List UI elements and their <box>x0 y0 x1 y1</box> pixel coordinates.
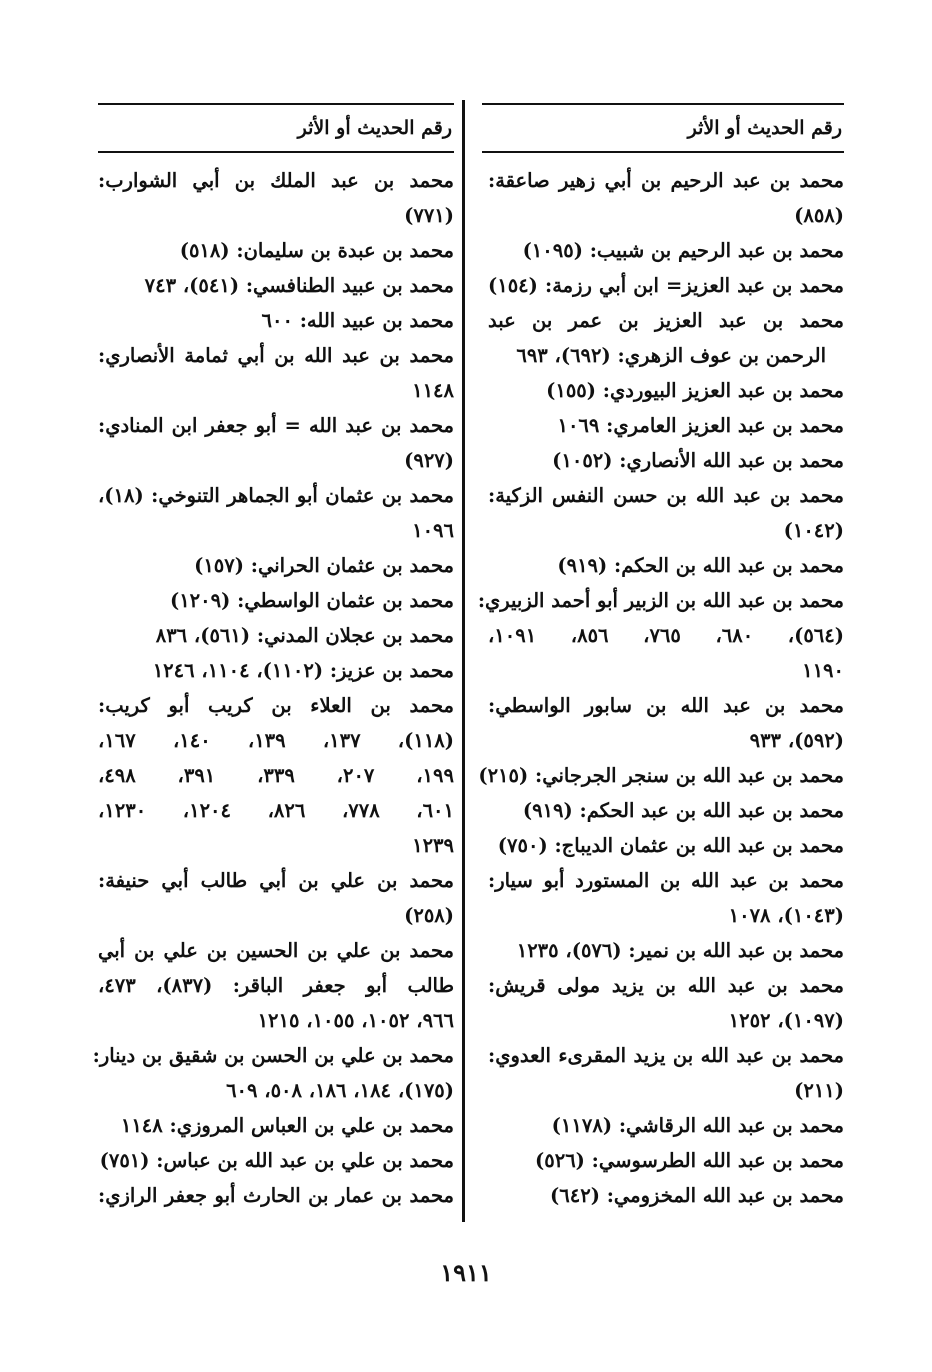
index-entry-line: محمد بن عبد الله = أبو جعفر ابن المنادي: <box>98 414 454 437</box>
index-entry-line: محمد بن عبد الله بن سابور الواسطي: <box>488 694 844 717</box>
index-entry-line: محمد بن عمار بن الحارث أبو جعفر الرازي: <box>98 1184 454 1207</box>
entry-continuation-line: ١٠٩٦ <box>412 519 454 542</box>
entry-continuation-line: طالب أبو جعفر الباقر: (٨٣٧)، ٤٧٣، <box>98 974 454 997</box>
entry-continuation-line: ١١٩٠ <box>802 659 844 682</box>
index-entry-line: محمد بن عجلان المدني: (٥٦١)، ٨٣٦ <box>155 624 454 647</box>
entry-list <box>92 153 454 1213</box>
index-entry-line: محمد بن عثمان الواسطي: (١٢٠٩) <box>169 589 454 612</box>
index-entry-line: محمد بن عبيد الطنافسي: (٥٤١)، ٧٤٣ <box>144 274 454 297</box>
index-entry-line: محمد بن عزيز: (١١٠٢)، ١١٠٤، ١٢٤٦ <box>152 659 454 682</box>
entry-continuation-line: (١١٨)، ١٣٧، ١٣٩، ١٤٠، ١٦٧، <box>98 729 454 752</box>
entry-continuation-line: (١٧٥)، ١٨٤، ١٨٦، ٥٠٨، ٦٠٩ <box>226 1079 454 1102</box>
index-entry-line: محمد بن عبد الله بن عثمان الديباج: (٧٥٠) <box>497 834 844 857</box>
index-entry-line: محمد بن عبد الرحيم بن أبي زهير صاعقة: <box>488 169 844 192</box>
column-header-label: رقم الحديث أو الأثر <box>297 117 452 139</box>
index-entry-line: محمد بن عبد الله بن يزيد المقرىء العدوي: <box>488 1044 844 1067</box>
index-entry-line: محمد بن عبد الله بن سنجر الجرجاني: (٢١٥) <box>478 764 844 787</box>
column-divider <box>462 100 465 1222</box>
entry-continuation-line: ١٩٩، ٢٠٧، ٣٣٩، ٣٩١، ٤٩٨، <box>98 764 454 787</box>
index-entry-line: الرحمن بن عوف الزهري: (٦٩٢)، ٦٩٣ <box>516 344 826 367</box>
column-header-label: رقم الحديث أو الأثر <box>687 117 842 139</box>
index-entry-line: محمد بن عبيد الله: ٦٠٠ <box>261 309 454 332</box>
index-entry-line: محمد بن علي بن العباس المروزي: ١١٤٨ <box>120 1114 454 1137</box>
entry-continuation-line: (٢٥٨) <box>404 904 454 927</box>
index-column-left <box>92 103 454 1213</box>
index-entry-line: محمد بن عبد الله الطرسوسي: (٥٢٦) <box>535 1149 844 1172</box>
entry-continuation-line: (٥٦٤)، ٦٨٠، ٧٦٥، ٨٥٦، ١٠٩١، <box>488 624 844 647</box>
index-entry-line: محمد بن عبد الله بن يزيد مولى قريش: <box>488 974 844 997</box>
column-header <box>98 103 454 153</box>
entry-continuation-line: (٩٢٧) <box>404 449 454 472</box>
entry-continuation-line: ١٢٣٩ <box>412 834 454 857</box>
entry-continuation-line: ٦٠١، ٧٧٨، ٨٢٦، ١٢٠٤، ١٢٣٠، <box>98 799 454 822</box>
index-entry-line: محمد بن عبد الله بن أبي ثمامة الأنصاري: <box>98 344 454 367</box>
entry-continuation-line: (١٠٤٣)، ١٠٧٨ <box>728 904 844 927</box>
index-entry-line: محمد بن عبد العزيز العامري: ١٠٦٩ <box>557 414 844 437</box>
index-entry-line: محمد بن عبدة بن سليمان: (٥١٨) <box>179 239 454 262</box>
index-entry-line: محمد بن عبد العزيز بن عمر بن عبد <box>488 309 844 332</box>
entry-continuation-line: (٥٩٢)، ٩٣٣ <box>749 729 844 752</box>
index-entry-line: محمد بن عبد الله بن حسن النفس الزكية: <box>488 484 844 507</box>
index-entry-line: محمد بن عبد الله بن الحكم: (٩١٩) <box>557 554 844 577</box>
index-entry-line: محمد بن عثمان الحراني: (١٥٧) <box>194 554 454 577</box>
index-entry-line: محمد بن عبد العزيز= ابن أبي رزمة: (١٥٤) <box>488 274 844 297</box>
index-entry-line: محمد بن عبد الله المخزومي: (٦٤٢) <box>550 1184 844 1207</box>
entry-continuation-line: ٩٦٦، ١٠٥٢، ١٠٥٥، ١٢١٥ <box>257 1009 454 1032</box>
entry-continuation-line: (٢١١) <box>794 1079 844 1102</box>
index-entry-line: محمد بن عبد العزيز البيوردي: (١٥٥) <box>546 379 844 402</box>
index-entry-line: محمد بن عبد الله الأنصاري: (١٠٥٢) <box>552 449 844 472</box>
entry-continuation-line: (١٠٤٢) <box>783 519 844 542</box>
entry-list <box>477 153 844 1213</box>
index-entry-line: محمد بن علي بن الحسين بن علي بن أبي <box>98 939 454 962</box>
index-entry-line: محمد بن علي بن الحسن بن شقيق بن دينار: <box>92 1044 454 1067</box>
entry-continuation-line: (٨٥٨) <box>794 204 844 227</box>
index-entry-line: محمد بن العلاء بن كريب أبو كريب: <box>98 694 454 717</box>
index-column-right <box>477 103 844 1213</box>
index-entry-line: محمد بن عبد الله بن المستورد أبو سيار: <box>488 869 844 892</box>
index-entry-line: محمد بن علي بن عبد الله بن عباس: (٧٥١) <box>99 1149 454 1172</box>
index-entry-line: محمد بن عبد الله بن الزبير أبو أحمد الزبيري: <box>477 589 844 612</box>
entry-continuation-line: (٧٧١) <box>404 204 454 227</box>
entry-continuation-line: (١٠٩٧)، ١٢٥٢ <box>728 1009 844 1032</box>
column-header <box>482 103 844 153</box>
index-entry-line: محمد بن عبد الملك بن أبي الشوارب: <box>98 169 454 192</box>
entry-continuation-line: ١١٤٨ <box>412 379 454 402</box>
index-entry-line: محمد بن عثمان أبو الجماهر التنوخي: (١٨)، <box>98 484 454 507</box>
index-entry-line: محمد بن عبد الرحيم بن شبيب: (١٠٩٥) <box>522 239 844 262</box>
page-number: ١٩١١ <box>440 1258 492 1287</box>
index-entry-line: محمد بن عبد الله الرقاشي: (١١٧٨) <box>551 1114 844 1137</box>
index-entry-line: محمد بن عبد الله بن عبد الحكم: (٩١٩) <box>522 799 844 822</box>
index-entry-line: محمد بن علي بن أبي طالب أبي حنيفة: <box>98 869 454 892</box>
index-entry-line: محمد بن عبد الله بن نمير: (٥٧٦)، ١٢٣٥ <box>516 939 844 962</box>
